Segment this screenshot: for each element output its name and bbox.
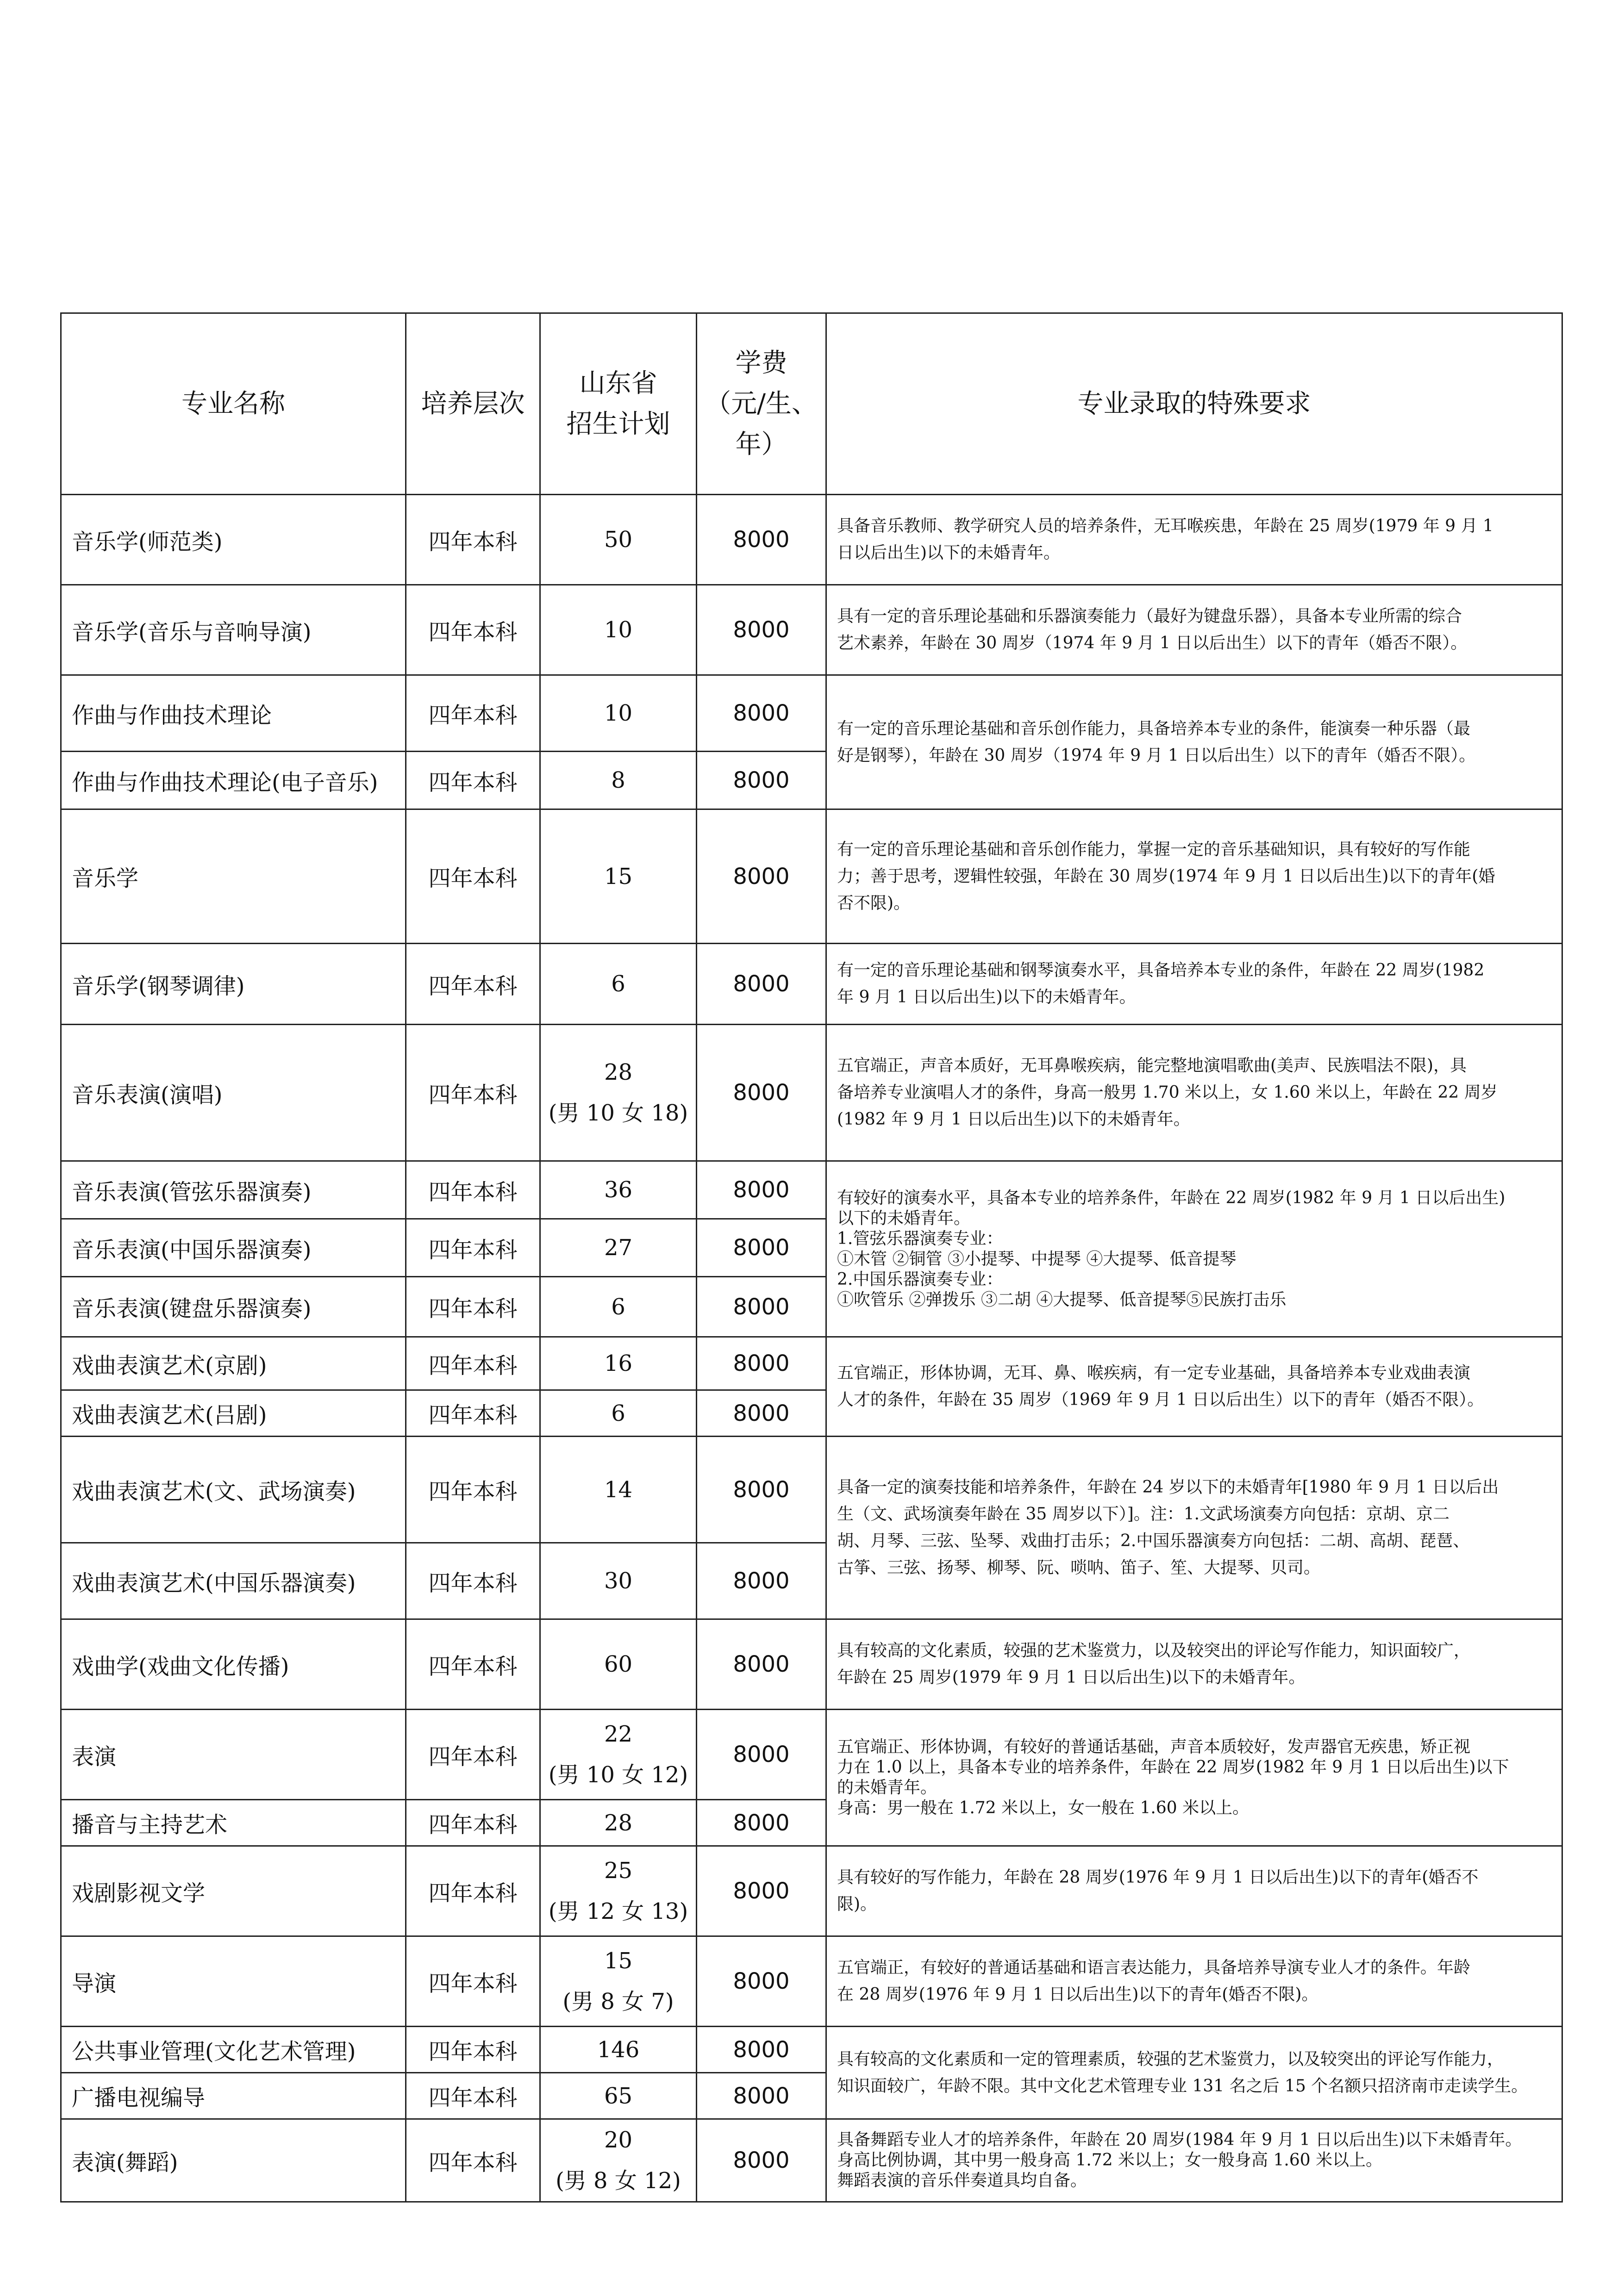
- requirement-line: 日以后出生)以下的未婚青年。: [837, 543, 1061, 562]
- special-requirements: [826, 1710, 1562, 1846]
- requirement-line: 具备音乐教师、教学研究人员的培养条件，无耳喉疾患，年龄在 25 周岁(1979 年 9 月 1: [837, 516, 1493, 535]
- tuition-fee: 8000: [697, 1800, 826, 1846]
- enrollment-plan: [540, 1543, 697, 1619]
- major-name: 戏曲表演艺术(文、武场演奏): [61, 1437, 406, 1543]
- requirement-line: 五官端正，有较好的普通话基础和语言表达能力，具备培养导演专业人才的条件。年龄: [837, 1958, 1471, 1977]
- enrollment-plan: [540, 752, 697, 809]
- table-row: [61, 2119, 1562, 2202]
- tuition-fee: 8000: [697, 1543, 826, 1619]
- enrollment-plan: [540, 1710, 697, 1800]
- special-requirements: [826, 1619, 1562, 1710]
- special-requirements: [826, 1936, 1562, 2027]
- plan-gender-split: (男 10 女 12): [548, 1762, 688, 1788]
- requirement-line: 年龄在 25 周岁(1979 年 9 月 1 日以后出生)以下的未婚青年。: [837, 1668, 1305, 1687]
- major-name: 作曲与作曲技术理论(电子音乐): [61, 752, 406, 809]
- header-tuition: [697, 313, 826, 495]
- tuition-fee: 8000: [697, 2073, 826, 2119]
- enrollment-plan: [540, 2119, 697, 2202]
- table-row: [61, 2027, 1562, 2073]
- major-name: 音乐表演(中国乐器演奏): [61, 1219, 406, 1277]
- enrollment-plan: [540, 1936, 697, 2027]
- training-level: 四年本科: [406, 1619, 540, 1710]
- training-level: 四年本科: [406, 752, 540, 809]
- requirement-line: 具备一定的演奏技能和培养条件，年龄在 24 岁以下的未婚青年[1980 年 9 月 1 日以后出: [837, 1478, 1499, 1497]
- enrollment-plan: [540, 1846, 697, 1936]
- table-row: [61, 1161, 1562, 1219]
- plan-count: 65: [604, 2083, 633, 2109]
- requirement-line: 身高：男一般在 1.72 米以上，女一般在 1.60 米以上。: [837, 1798, 1249, 1817]
- major-name: 作曲与作曲技术理论: [61, 675, 406, 752]
- requirement-line: 否不限)。: [837, 893, 911, 913]
- enrollment-plan: [540, 585, 697, 675]
- major-name: 戏曲学(戏曲文化传播): [61, 1619, 406, 1710]
- table-row: [61, 1619, 1562, 1710]
- table-row: [61, 1337, 1562, 1390]
- tuition-fee: 8000: [697, 1710, 826, 1800]
- enrollment-plan: [540, 1800, 697, 1846]
- requirement-line: 好是钢琴），年龄在 30 周岁（1974 年 9 月 1 日以后出生）以下的青年（婚否不限）。: [837, 746, 1476, 765]
- tuition-fee: 8000: [697, 752, 826, 809]
- header-major-name: 专业名称: [61, 313, 406, 495]
- special-requirements: [826, 495, 1562, 585]
- training-level: 四年本科: [406, 585, 540, 675]
- tuition-fee: 8000: [697, 1277, 826, 1337]
- requirement-line: ①吹管乐 ②弹拨乐 ③二胡 ④大提琴、低音提琴⑤民族打击乐: [837, 1290, 1287, 1309]
- table-row: [61, 675, 1562, 752]
- training-level: 四年本科: [406, 495, 540, 585]
- header-row: [61, 313, 1562, 495]
- requirement-line: 舞蹈表演的音乐伴奏道具均自备。: [837, 2171, 1087, 2190]
- plan-count: 146: [597, 2036, 640, 2063]
- major-name: 表演(舞蹈): [61, 2119, 406, 2202]
- plan-count: 6: [611, 971, 625, 997]
- tuition-fee: 8000: [697, 1219, 826, 1277]
- admissions-table: [60, 312, 1563, 2203]
- enrollment-plan: [540, 2027, 697, 2073]
- table-row: [61, 1846, 1562, 1936]
- major-name: 音乐表演(键盘乐器演奏): [61, 1277, 406, 1337]
- training-level: 四年本科: [406, 944, 540, 1025]
- special-requirements: [826, 1025, 1562, 1161]
- enrollment-plan: [540, 2073, 697, 2119]
- major-name: 音乐学(师范类): [61, 495, 406, 585]
- enrollment-plan: [540, 1161, 697, 1219]
- requirement-line: 具有一定的音乐理论基础和乐器演奏能力（最好为键盘乐器），具备本专业所需的综合: [837, 607, 1462, 626]
- training-level: 四年本科: [406, 1846, 540, 1936]
- table-row: [61, 1437, 1562, 1543]
- header-plan-line1: 山东省: [579, 368, 657, 398]
- training-level: 四年本科: [406, 1025, 540, 1161]
- header-training-level: 培养层次: [406, 313, 540, 495]
- tuition-fee: 8000: [697, 1846, 826, 1936]
- major-name: 音乐学(钢琴调律): [61, 944, 406, 1025]
- plan-count: 25: [604, 1858, 633, 1884]
- requirement-line: 五官端正，声音本质好，无耳鼻喉疾病，能完整地演唱歌曲(美声、民族唱法不限)，具: [837, 1056, 1467, 1075]
- requirement-line: 有一定的音乐理论基础和音乐创作能力，掌握一定的音乐基础知识，具有较好的写作能: [837, 840, 1471, 859]
- enrollment-plan: [540, 944, 697, 1025]
- requirement-line: 身高比例协调，其中男一般身高 1.72 米以上；女一般身高 1.60 米以上。: [837, 2151, 1383, 2170]
- special-requirements: [826, 1161, 1562, 1337]
- tuition-fee: 8000: [697, 1025, 826, 1161]
- plan-count: 15: [604, 863, 633, 890]
- tuition-fee: 8000: [697, 495, 826, 585]
- training-level: 四年本科: [406, 1543, 540, 1619]
- special-requirements: [826, 1337, 1562, 1437]
- requirement-line: 生（文、武场演奏年龄在 35 周岁以下）]。注：1.文武场演奏方向包括：京胡、京二: [837, 1505, 1450, 1524]
- plan-count: 30: [604, 1568, 633, 1594]
- enrollment-plan: [540, 495, 697, 585]
- major-name: 戏曲表演艺术(中国乐器演奏): [61, 1543, 406, 1619]
- header-fee-line2: （元/生、: [705, 388, 818, 419]
- enrollment-plan: [540, 1337, 697, 1390]
- tuition-fee: 8000: [697, 2119, 826, 2202]
- requirement-line: 有较好的演奏水平，具备本专业的培养条件，年龄在 22 周岁(1982 年 9 月 1 日以后出生): [837, 1188, 1505, 1207]
- table-row: [61, 1025, 1562, 1161]
- requirement-line: 有一定的音乐理论基础和音乐创作能力，具备培养本专业的条件，能演奏一种乐器（最: [837, 719, 1471, 738]
- special-requirements: [826, 1846, 1562, 1936]
- requirement-line: 年 9 月 1 日以后出生)以下的未婚青年。: [837, 988, 1136, 1007]
- plan-count: 6: [611, 1294, 625, 1320]
- training-level: 四年本科: [406, 1710, 540, 1800]
- plan-count: 60: [604, 1651, 633, 1677]
- training-level: 四年本科: [406, 1936, 540, 2027]
- training-level: 四年本科: [406, 1437, 540, 1543]
- table-row: [61, 809, 1562, 944]
- header-shandong-plan: [540, 313, 697, 495]
- requirement-line: 2.中国乐器演奏专业：: [837, 1269, 1003, 1289]
- plan-gender-split: (男 8 女 7): [562, 1989, 674, 2015]
- requirement-line: 力；善于思考，逻辑性较强，年龄在 30 周岁(1974 年 9 月 1 日以后出生)以下的青年(婚: [837, 866, 1495, 886]
- requirement-line: 在 28 周岁(1976 年 9 月 1 日以后出生)以下的青年(婚否不限)。: [837, 1985, 1318, 2004]
- requirement-line: 五官端正，形体协调，无耳、鼻、喉疾病，有一定专业基础，具备培养本专业戏曲表演: [837, 1363, 1471, 1382]
- plan-count: 28: [604, 1810, 633, 1836]
- plan-count: 15: [604, 1948, 633, 1974]
- tuition-fee: 8000: [697, 809, 826, 944]
- requirement-line: 具备舞蹈专业人才的培养条件，年龄在 20 周岁(1984 年 9 月 1 日以后出生)以下未婚青年。: [837, 2130, 1522, 2149]
- major-name: 戏剧影视文学: [61, 1846, 406, 1936]
- table-row: [61, 495, 1562, 585]
- training-level: 四年本科: [406, 1337, 540, 1390]
- major-name: 戏曲表演艺术(京剧): [61, 1337, 406, 1390]
- training-level: 四年本科: [406, 1390, 540, 1437]
- training-level: 四年本科: [406, 2027, 540, 2073]
- plan-count: 8: [611, 767, 625, 793]
- tuition-fee: 8000: [697, 944, 826, 1025]
- enrollment-plan: [540, 1437, 697, 1543]
- requirement-line: 1.管弦乐器演奏专业：: [837, 1229, 1003, 1248]
- special-requirements: [826, 809, 1562, 944]
- requirement-line: 以下的未婚青年。: [837, 1208, 971, 1228]
- special-requirements: [826, 944, 1562, 1025]
- tuition-fee: 8000: [697, 1936, 826, 2027]
- plan-count: 27: [604, 1235, 633, 1261]
- enrollment-plan: [540, 1025, 697, 1161]
- table-row: [61, 585, 1562, 675]
- header-plan-line2: 招生计划: [566, 409, 670, 439]
- header-special-requirements: 专业录取的特殊要求: [826, 313, 1562, 495]
- enrollment-plan: [540, 1390, 697, 1437]
- major-name: 音乐表演(管弦乐器演奏): [61, 1161, 406, 1219]
- requirement-line: 胡、月琴、三弦、坠琴、戏曲打击乐；2.中国乐器演奏方向包括：二胡、高胡、琵琶、: [837, 1531, 1470, 1550]
- plan-count: 20: [604, 2127, 633, 2153]
- plan-gender-split: (男 10 女 18): [548, 1100, 688, 1126]
- training-level: 四年本科: [406, 2119, 540, 2202]
- enrollment-plan: [540, 1277, 697, 1337]
- requirement-line: 力在 1.0 以上，具备本专业的培养条件，年龄在 22 周岁(1982 年 9 月 1 日以后出生)以下: [837, 1758, 1509, 1777]
- requirement-line: 具有较高的文化素质和一定的管理素质，较强的艺术鉴赏力，以及较突出的评论写作能力，: [837, 2049, 1504, 2069]
- tuition-fee: 8000: [697, 675, 826, 752]
- table-row: [61, 1936, 1562, 2027]
- requirement-line: 具有较高的文化素质，较强的艺术鉴赏力，以及较突出的评论写作能力，知识面较广，: [837, 1641, 1471, 1660]
- plan-count: 6: [611, 1400, 625, 1426]
- training-level: 四年本科: [406, 675, 540, 752]
- training-level: 四年本科: [406, 809, 540, 944]
- tuition-fee: 8000: [697, 1437, 826, 1543]
- table-row: [61, 1710, 1562, 1800]
- major-name: 戏曲表演艺术(吕剧): [61, 1390, 406, 1437]
- requirement-line: 古筝、三弦、扬琴、柳琴、阮、唢呐、笛子、笙、大提琴、贝司。: [837, 1558, 1321, 1577]
- tuition-fee: 8000: [697, 1619, 826, 1710]
- requirement-line: 五官端正、形体协调，有较好的普通话基础，声音本质较好，发声器官无疾患，矫正视: [837, 1737, 1471, 1756]
- requirement-line: 有一定的音乐理论基础和钢琴演奏水平，具备培养本专业的条件，年龄在 22 周岁(1982: [837, 961, 1485, 980]
- header-fee-line1: 学费: [735, 348, 787, 378]
- tuition-fee: 8000: [697, 585, 826, 675]
- enrollment-plan: [540, 675, 697, 752]
- tuition-fee: 8000: [697, 2027, 826, 2073]
- special-requirements: [826, 2027, 1562, 2119]
- plan-count: 10: [604, 700, 633, 726]
- major-name: 公共事业管理(文化艺术管理): [61, 2027, 406, 2073]
- requirement-line: 人才的条件，年龄在 35 周岁（1969 年 9 月 1 日以后出生）以下的青年（婚否不限）。: [837, 1390, 1484, 1409]
- major-name: 音乐学: [61, 809, 406, 944]
- major-name: 音乐表演(演唱): [61, 1025, 406, 1161]
- special-requirements: [826, 675, 1562, 809]
- enrollment-plan: [540, 809, 697, 944]
- plan-gender-split: (男 8 女 12): [556, 2168, 681, 2194]
- requirement-line: ①木管 ②铜管 ③小提琴、中提琴 ④大提琴、低音提琴: [837, 1249, 1237, 1269]
- training-level: 四年本科: [406, 1161, 540, 1219]
- plan-count: 36: [604, 1177, 633, 1203]
- plan-count: 22: [604, 1721, 633, 1747]
- training-level: 四年本科: [406, 2073, 540, 2119]
- tuition-fee: 8000: [697, 1161, 826, 1219]
- special-requirements: [826, 1437, 1562, 1619]
- requirement-line: 限)。: [837, 1895, 877, 1914]
- plan-count: 10: [604, 617, 633, 643]
- enrollment-plan: [540, 1219, 697, 1277]
- major-name: 广播电视编导: [61, 2073, 406, 2119]
- header-fee-line3: 年）: [735, 429, 787, 460]
- training-level: 四年本科: [406, 1219, 540, 1277]
- major-name: 播音与主持艺术: [61, 1800, 406, 1846]
- tuition-fee: 8000: [697, 1390, 826, 1437]
- requirement-line: 的未婚青年。: [837, 1778, 937, 1797]
- requirement-line: 具有较好的写作能力，年龄在 28 周岁(1976 年 9 月 1 日以后出生)以下的青年(婚否不: [837, 1868, 1479, 1887]
- major-name: 表演: [61, 1710, 406, 1800]
- requirement-line: (1982 年 9 月 1 日以后出生)以下的未婚青年。: [837, 1110, 1190, 1129]
- training-level: 四年本科: [406, 1800, 540, 1846]
- plan-count: 14: [604, 1476, 633, 1503]
- tuition-fee: 8000: [697, 1337, 826, 1390]
- plan-count: 28: [604, 1059, 633, 1085]
- major-name: 音乐学(音乐与音响导演): [61, 585, 406, 675]
- requirement-line: 备培养专业演唱人才的条件，身高一般男 1.70 米以上，女 1.60 米以上，年龄在 22 周岁: [837, 1083, 1498, 1102]
- requirement-line: 知识面较广，年龄不限。其中文化艺术管理专业 131 名之后 15 个名额只招济南市走读学生。: [837, 2076, 1528, 2096]
- plan-gender-split: (男 12 女 13): [548, 1898, 688, 1924]
- requirement-line: 艺术素养，年龄在 30 周岁（1974 年 9 月 1 日以后出生）以下的青年（婚否不限）。: [837, 634, 1468, 653]
- plan-count: 50: [604, 527, 633, 553]
- training-level: 四年本科: [406, 1277, 540, 1337]
- enrollment-plan: [540, 1619, 697, 1710]
- table-row: [61, 944, 1562, 1025]
- major-name: 导演: [61, 1936, 406, 2027]
- plan-count: 16: [604, 1350, 633, 1376]
- special-requirements: [826, 585, 1562, 675]
- special-requirements: [826, 2119, 1562, 2202]
